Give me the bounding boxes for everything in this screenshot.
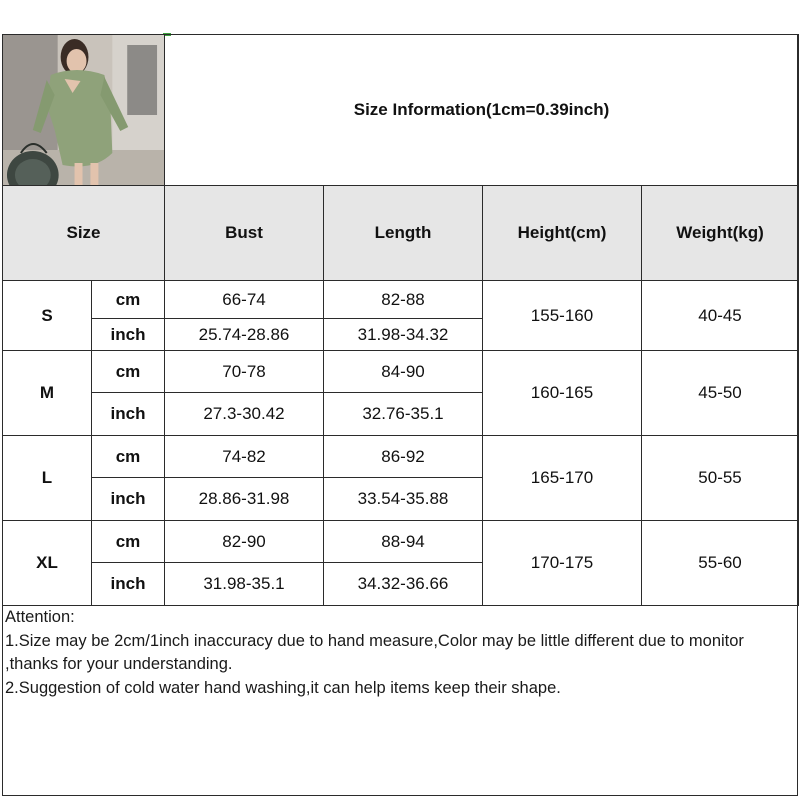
bust-cm: 70-78: [165, 351, 324, 393]
length-inch: 34.32-36.66: [324, 563, 483, 606]
attention-line-2: 2.Suggestion of cold water hand washing,it can help items keep their shape.: [5, 678, 561, 697]
unit-inch: inch: [92, 319, 165, 351]
size-label: XL: [3, 521, 92, 606]
bust-inch: 25.74-28.86: [165, 319, 324, 351]
size-label: S: [3, 281, 92, 351]
length-cm: 88-94: [324, 521, 483, 563]
length-inch: 32.76-35.1: [324, 393, 483, 436]
bust-inch: 31.98-35.1: [165, 563, 324, 606]
attention-line-1: 1.Size may be 2cm/1inch inaccuracy due to hand measure,Color may be little different due to monitor ,thanks for your understanding.: [5, 631, 749, 673]
weight-value: 50-55: [642, 436, 799, 521]
length-cm: 84-90: [324, 351, 483, 393]
weight-value: 55-60: [642, 521, 799, 606]
weight-value: 45-50: [642, 351, 799, 436]
unit-cm: cm: [92, 351, 165, 393]
bust-inch: 28.86-31.98: [165, 478, 324, 521]
size-label: M: [3, 351, 92, 436]
unit-cm: cm: [92, 281, 165, 319]
header-weight: Weight(kg): [642, 186, 799, 281]
height-value: 165-170: [483, 436, 642, 521]
header-bust: Bust: [165, 186, 324, 281]
length-inch: 31.98-34.32: [324, 319, 483, 351]
unit-cm: cm: [92, 521, 165, 563]
height-value: 160-165: [483, 351, 642, 436]
bust-inch: 27.3-30.42: [165, 393, 324, 436]
attention-heading: Attention:: [5, 608, 75, 626]
unit-inch: inch: [92, 478, 165, 521]
header-length: Length: [324, 186, 483, 281]
length-cm: 86-92: [324, 436, 483, 478]
weight-value: 40-45: [642, 281, 799, 351]
header-height: Height(cm): [483, 186, 642, 281]
size-info-title: Size Information(1cm=0.39inch): [165, 35, 799, 186]
bust-cm: 74-82: [165, 436, 324, 478]
unit-inch: inch: [92, 563, 165, 606]
attention-notes: [5, 606, 785, 700]
header-size: Size: [3, 186, 165, 281]
bust-cm: 66-74: [165, 281, 324, 319]
height-value: 155-160: [483, 281, 642, 351]
length-cm: 82-88: [324, 281, 483, 319]
length-inch: 33.54-35.88: [324, 478, 483, 521]
unit-inch: inch: [92, 393, 165, 436]
size-label: L: [3, 436, 92, 521]
unit-cm: cm: [92, 436, 165, 478]
height-value: 170-175: [483, 521, 642, 606]
bust-cm: 82-90: [165, 521, 324, 563]
